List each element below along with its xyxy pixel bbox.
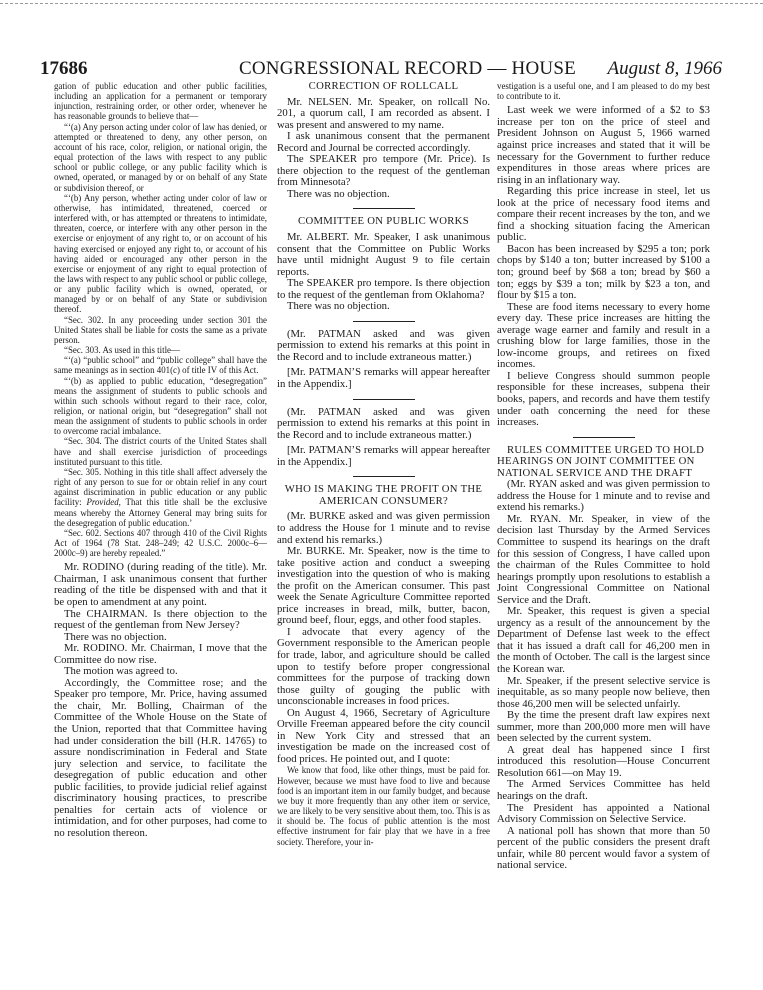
paragraph: I ask unanimous consent that the permanent Record and Journal be corrected accordingly. bbox=[277, 130, 490, 154]
section-divider bbox=[353, 399, 415, 400]
paragraph: Last week we were informed of a $2 to $3 increase per ton on the price of steel and President Johnson on August 5, 1966 warned against price increases and stated that it will be necessary for the Government to further reduce expenditures in those areas where prices are rising in an inflationary way. bbox=[497, 104, 710, 186]
paragraph: A national poll has shown that more than 50 percent of the public considers the present draft unfair, while 80 percent would favor a system of national service. bbox=[497, 824, 710, 872]
paragraph: (Mr. BURKE asked and was given permission to address the House for 1 minute and to revise and extend his remarks.) bbox=[277, 510, 490, 546]
paragraph: The SPEAKER pro tempore (Mr. Price). Is there objection to the request of the gentleman from Minnesota? bbox=[277, 153, 490, 189]
text-run: “Sec. 305. Nothing in this title shall affect adversely the right of any person to sue for or obtain relief in any court against discrimination in public education or any public facility: bbox=[54, 466, 267, 508]
paragraph: There was no objection. bbox=[64, 630, 167, 643]
paragraph: The motion was agreed to. bbox=[64, 665, 178, 678]
paragraph: I believe Congress should summon people responsible for these increases, subpena their books, papers, and records and have them testify under oath concerning the need for these increases. bbox=[497, 369, 710, 429]
paragraph: Mr. RODINO. Mr. Chairman, I move that the Committee do now rise. bbox=[54, 642, 267, 666]
paragraph: By the time the present draft law expires next summer, more than 200,000 more men will have been selected by the current system. bbox=[497, 709, 710, 745]
paragraph: “Sec. 302. In any proceeding under section 301 the United States shall be liable for costs the same as a private person. bbox=[54, 314, 267, 345]
column-left bbox=[54, 81, 267, 981]
paragraph: “‘(a) Any person acting under color of law has denied, or attempted or threatened to deny, any other person, on account of his race, color, religion, or national origin, the equal protection of the laws with respect to any public school or public college, or any public facility which is owned, operated, or managed by or on behalf of any State or subdivision thereof, or bbox=[54, 121, 267, 193]
paragraph: Mr. BURKE. Mr. Speaker, now is the time to take positive action and conduct a sweeping investigation into the question of who is making the profit on the American consumer. This past week the Senate Agriculture Committee reported price increases in bread, milk, butter, bacon, ground beef, flour, eggs, and other food staples. bbox=[277, 545, 490, 627]
paragraph: These are food items necessary to every home every day. These price increases are hitting the average wage earner and family and result in a crushing blow for large families, those in the low-income groups, and retirees on fixed incomes. bbox=[497, 300, 710, 371]
paragraph: Accordingly, the Committee rose; and the Speaker pro tempore, Mr. Price, having assumed the chair, Mr. Bolling, Chairman of the Committee of the Whole House on the State of the Union, reported that that Committee having had under consideration the bill (H.R. 14765) to assure nondiscrimination in Federal and State jury selection and service, to facilitate the desegregation of public education and other public facilities, to provide judicial relief against discriminatory housing practices, to prescribe penalties for certain acts of violence or intimidation, and for other purposes, had come to no resolution thereon. bbox=[54, 676, 267, 839]
paragraph: “Sec. 304. The district courts of the United States shall have and shall exercise jurisdiction of proceedings instituted pursuant to this title. bbox=[54, 436, 267, 467]
issue-date: August 8, 1966 bbox=[607, 58, 722, 79]
paragraph: Bacon has been increased by $295 a ton; pork chops by $140 a ton; butter increased by $100 a ton; ground beef by $68 a ton; bread by $60 a ton; eggs by $39 a ton; milk by $23 a ton, and flour by $15 a ton. bbox=[497, 242, 710, 302]
section-divider bbox=[353, 321, 415, 322]
paragraph: The Armed Services Committee has held hearings on the draft. bbox=[497, 778, 710, 803]
text-run-italic: Provided, bbox=[86, 497, 121, 508]
section-divider bbox=[573, 437, 635, 438]
paragraph: Mr. Speaker, if the present selective service is inequitable, as so many people now believe, then those 46,200 men will be selected unfairly. bbox=[497, 674, 710, 710]
paragraph: Mr. RODINO (during reading of the title). Mr. Chairman, I ask unanimous consent that further reading of the title be dispensed with and that it be open to amendment at any point. bbox=[54, 561, 267, 608]
paragraph: The SPEAKER pro tempore. Is there objection to the request of the gentleman from Oklahoma? bbox=[277, 277, 490, 301]
page-header bbox=[40, 58, 722, 82]
quoted-paragraph: We know that food, like other things, must be paid for. However, because we must have food to live and because food is an important item in our family budget, and because we buy it more frequently than any other item or service, we are likely to be very sensitive about them, too. This is as it should be. The focus of public attention is the most effective instrument for fair play that we have in a free society. Therefore, your in- bbox=[277, 765, 490, 847]
section-heading: WHO IS MAKING THE PROFIT ON THE AMERICAN CONSUMER? bbox=[284, 483, 483, 507]
paragraph: “Sec. 602. Sections 407 through 410 of the Civil Rights Act of 1964 (78 Stat. 248–249; 42 U.S.C. 2000c–6—2000c–9) are hereby repealed.” bbox=[54, 527, 267, 559]
paragraph: Mr. Speaker, this request is given a special urgency as a result of the announcement by the Department of Defense last week to the effect that it has issued a draft call for 46,200 men in the month of October. The call is the largest since the Korean war. bbox=[497, 605, 710, 676]
section-heading: CORRECTION OF ROLLCALL bbox=[308, 81, 459, 92]
top-dashed-rule bbox=[0, 3, 763, 4]
paragraph: Mr. RYAN. Mr. Speaker, in view of the decision last Thursday by the Armed Services Committee to suspend its hearings on the draft for this session of Congress, I have called upon the chairman of the Rules Committee to hold hearings promptly upon resolutions to establish a Joint Congressional Committee on National Service and the Draft. bbox=[497, 512, 710, 606]
section-divider bbox=[353, 208, 415, 209]
paragraph: (Mr. PATMAN asked and was given permission to extend his remarks at this point in the Record and to include extraneous matter.) bbox=[277, 405, 490, 441]
paragraph: “‘(a) “public school” and “public college” shall have the same meanings as in section 401(c) of title IV of this Act. bbox=[54, 355, 267, 376]
paragraph: Regarding this price increase in steel, let us look at the price of necessary food items and compare their recent increases by the ton, and we find a shocking situation facing the American public. bbox=[497, 185, 710, 244]
text-run: That this title shall be the exclusive means whereby the Attorney General may bring suits for the desegregation of public education.’ bbox=[54, 497, 267, 528]
paragraph: I advocate that every agency of the Government responsible to the American people for trade, labor, and agriculture should be called upon to testify before proper congressional committees for the purpose of tracking down those guilty of gouging the public with unconscionable increases in food prices. bbox=[277, 625, 490, 708]
paragraph: A great deal has happened since I first introduced this resolution—House Concurrent Resolution 661—on May 19. bbox=[497, 743, 710, 779]
publication-title: CONGRESSIONAL RECORD — HOUSE bbox=[239, 58, 576, 79]
column-middle bbox=[277, 81, 490, 981]
paragraph: There was no objection. bbox=[287, 187, 390, 200]
paragraph: vestigation is a useful one, and I am pleased to do my best to contribute to it. bbox=[497, 81, 710, 102]
paragraph: (Mr. RYAN asked and was given permission to address the House for 1 minute and to revise and extend his remarks.) bbox=[497, 478, 710, 514]
paragraph: On August 4, 1966, Secretary of Agriculture Orville Freeman appeared before the city council in New York City and stressed that an investigation be made on the increased cost of food prices. He pointed out, and I quote: bbox=[277, 706, 490, 765]
paragraph: [Mr. PATMAN’S remarks will appear hereafter in the Appendix.] bbox=[277, 366, 490, 391]
section-heading: RULES COMMITTEE URGED TO HOLD HEARINGS ON JOINT COMMITTEE ON NATIONAL SERVICE AND THE DRAFT bbox=[497, 443, 705, 479]
paragraph: There was no objection. bbox=[287, 300, 390, 313]
paragraph: (Mr. PATMAN asked and was given permission to extend his remarks at this point in the Record and to include extraneous matter.) bbox=[277, 327, 490, 363]
paragraph: [Mr. PATMAN’S remarks will appear hereafter in the Appendix.] bbox=[277, 444, 490, 468]
paragraph: The President has appointed a National Advisory Commission on Selective Service. bbox=[497, 801, 710, 826]
paragraph bbox=[54, 467, 267, 528]
paragraph: “Sec. 303. As used in this title— bbox=[64, 345, 180, 356]
paragraph: “‘(b) Any person, whether acting under color of law or otherwise, has intimidated, threatened, coerced or interfered with, or has attempted or threatens to intimidate, threaten, coerce, or interfere with any other person in the exercise or enjoyment of any right to, or on account of his having exercised or enjoyed any right to, or account of his having aided or encouraged any other person in the exercise or enjoyment of any right to equal protection of the laws with respect to any public school or public college, or any public facility which is owned, operated, or managed by or on behalf of any State or subdivision thereof. bbox=[54, 192, 267, 315]
paragraph: gation of public education and other public facilities, including an application for a permanent or temporary injunction, restraining order, or other order, whenever he has reasonable grounds to believe that— bbox=[54, 81, 267, 122]
page-number: 17686 bbox=[40, 58, 88, 79]
paragraph: “‘(b) as applied to public education, “desegregation” means the assignment of students to public schools and within such schools without regard to their race, color, religion, or national origin, but “desegregation” shall not mean the assignment of students to public schools in order to overcome racial imbalance. bbox=[54, 375, 267, 437]
paragraph: Mr. NELSEN. Mr. Speaker, on rollcall No. 201, a quorum call, I am recorded as absent. I was present and answered to my name. bbox=[277, 95, 490, 131]
column-right bbox=[497, 81, 710, 981]
section-heading: COMMITTEE ON PUBLIC WORKS bbox=[298, 215, 469, 228]
paragraph: The CHAIRMAN. Is there objection to the request of the gentleman from New Jersey? bbox=[54, 607, 267, 632]
paragraph: Mr. ALBERT. Mr. Speaker, I ask unanimous consent that the Committee on Public Works have until midnight August 9 to file certain reports. bbox=[277, 231, 490, 278]
section-divider bbox=[353, 476, 415, 477]
